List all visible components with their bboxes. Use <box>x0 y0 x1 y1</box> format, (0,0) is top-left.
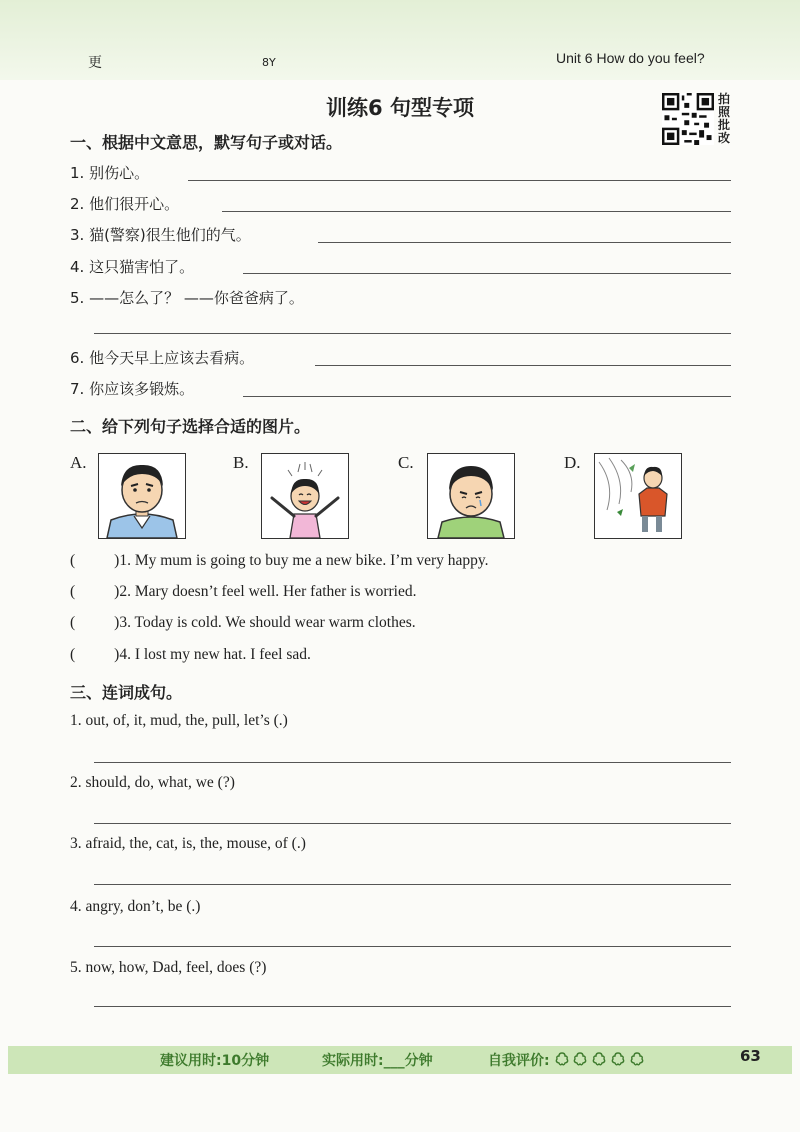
header-left-text: 更 <box>88 55 102 71</box>
self-evaluation <box>488 1050 648 1070</box>
cold-boy-picture[interactable] <box>594 453 682 539</box>
answer-line[interactable] <box>243 396 731 397</box>
answer-paren[interactable]: ( <box>70 552 76 569</box>
page-number: 63 <box>740 1047 761 1065</box>
rating-flowers-icon[interactable] <box>554 1051 648 1067</box>
choice-sentence-2 <box>70 583 416 601</box>
picture-label-c: C. <box>398 453 414 472</box>
s1-item-3: 3. 猫(警察)很生他们的气。 <box>70 226 251 244</box>
answer-line[interactable] <box>188 180 731 181</box>
answer-line[interactable] <box>318 242 731 243</box>
actual-time: 实际用时:___分钟 <box>322 1053 433 1069</box>
answer-line[interactable] <box>315 365 731 366</box>
picture-label-d: D. <box>564 453 581 472</box>
picture-label-a: A. <box>70 453 87 472</box>
s1-item-7: 7. 你应该多锻炼。 <box>70 380 195 398</box>
section1-heading: 一、根据中文意思，默写句子或对话。 <box>70 133 343 152</box>
page-title: 训练6 句型专项 <box>326 96 474 120</box>
answer-paren[interactable]: ( <box>70 583 76 600</box>
answer-line[interactable] <box>94 884 731 885</box>
suggested-time: 建议用时:10分钟 <box>160 1053 270 1069</box>
header-band <box>0 0 800 80</box>
answer-line[interactable] <box>94 333 731 334</box>
qr-code-icon[interactable] <box>662 93 714 145</box>
worried-man-picture[interactable] <box>98 453 186 539</box>
happy-girl-picture[interactable] <box>261 453 349 539</box>
answer-line[interactable] <box>243 273 731 274</box>
s1-item-5: 5. ——怎么了？ ——你爸爸病了。 <box>70 289 304 307</box>
header-code: 8Y <box>262 56 276 69</box>
section2-heading: 二、给下列句子选择合适的图片。 <box>70 417 311 436</box>
answer-line[interactable] <box>94 762 731 763</box>
picture-label-b: B. <box>233 453 249 472</box>
s1-item-6: 6. 他今天早上应该去看病。 <box>70 349 255 367</box>
section3-heading: 三、连词成句。 <box>70 683 183 702</box>
unit-title: Unit 6 How do you feel? <box>556 50 705 66</box>
s3-item-3: 3. afraid, the, cat, is, the, mouse, of (.) <box>70 835 306 852</box>
sad-boy-picture[interactable] <box>427 453 515 539</box>
answer-line[interactable] <box>222 211 731 212</box>
sentence-text: )4. I lost my new hat. I feel sad. <box>114 646 311 663</box>
answer-paren[interactable]: ( <box>70 614 76 631</box>
qr-label: 拍照批改 <box>718 92 731 145</box>
choice-sentence-4 <box>70 646 311 664</box>
sentence-text: )2. Mary doesn’t feel well. Her father is worried. <box>114 583 417 600</box>
sentence-text: )1. My mum is going to buy me a new bike. I’m very happy. <box>114 552 489 569</box>
answer-line[interactable] <box>94 823 731 824</box>
self-evaluation-label: 自我评价: <box>488 1053 550 1069</box>
s3-item-1: 1. out, of, it, mud, the, pull, let’s (.) <box>70 712 288 729</box>
answer-paren[interactable]: ( <box>70 646 76 663</box>
s3-item-4: 4. angry, don’t, be (.) <box>70 898 201 915</box>
answer-line[interactable] <box>94 1006 731 1007</box>
s1-item-2: 2. 他们很开心。 <box>70 195 180 213</box>
choice-sentence-1 <box>70 552 489 570</box>
sentence-text: )3. Today is cold. We should wear warm clothes. <box>114 614 416 631</box>
s1-item-1: 1. 别伤心。 <box>70 164 150 182</box>
s3-item-5: 5. now, how, Dad, feel, does (?) <box>70 959 267 976</box>
choice-sentence-3 <box>70 614 416 632</box>
answer-line[interactable] <box>94 946 731 947</box>
s3-item-2: 2. should, do, what, we (?) <box>70 774 235 791</box>
s1-item-4: 4. 这只猫害怕了。 <box>70 258 195 276</box>
